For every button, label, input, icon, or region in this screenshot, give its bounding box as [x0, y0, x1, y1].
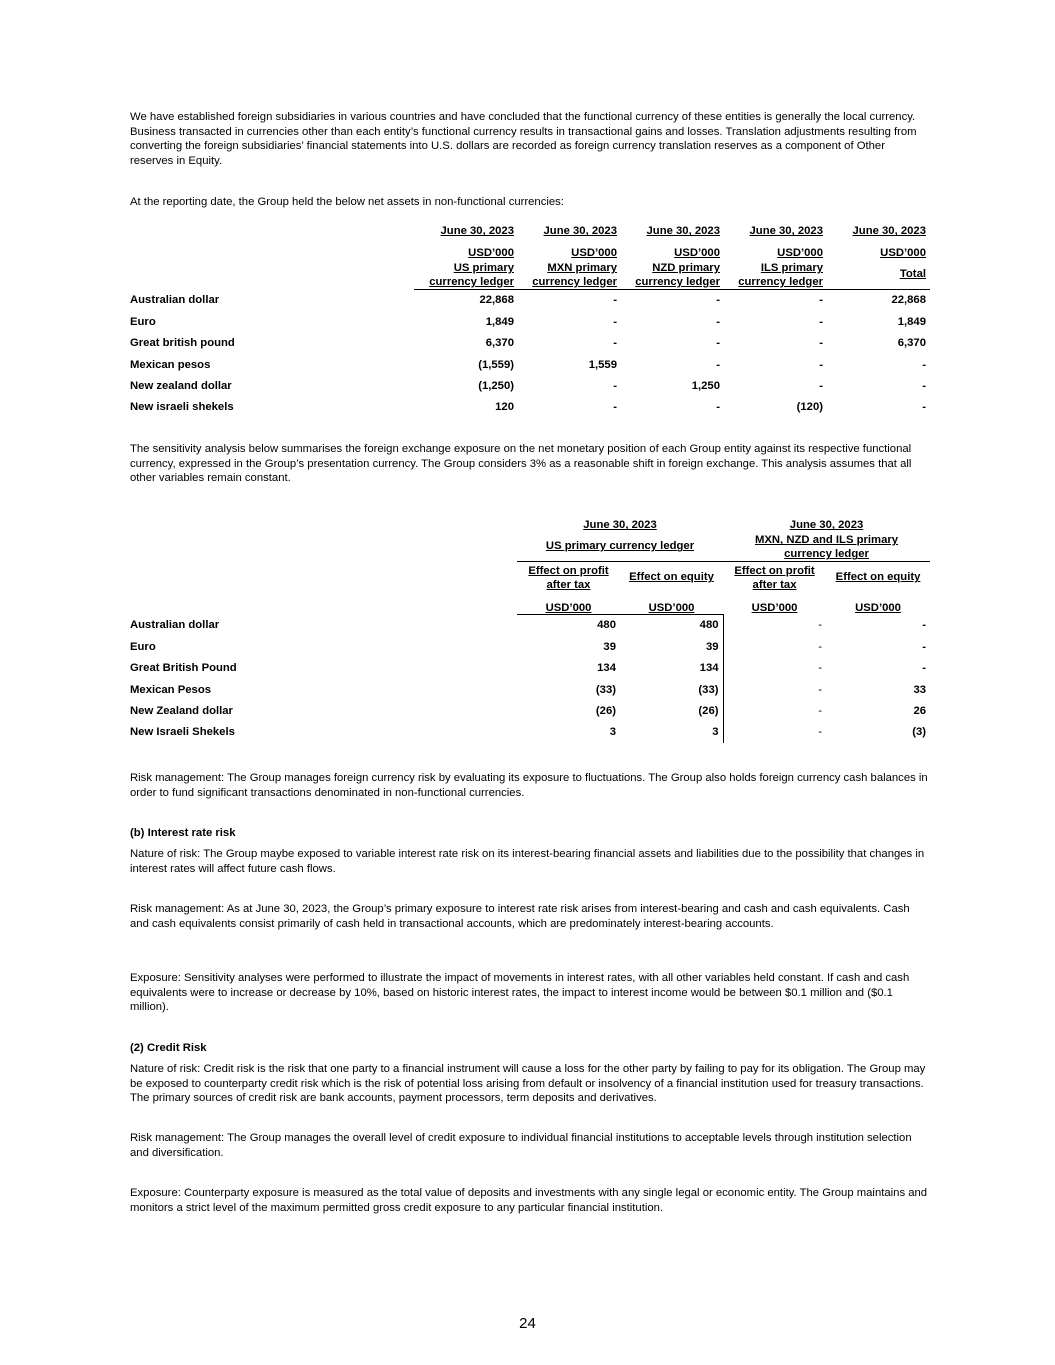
- cell: -: [922, 380, 926, 393]
- row-label: Mexican pesos: [130, 358, 211, 371]
- net-assets-table: [130, 216, 930, 418]
- cell: 120: [495, 401, 514, 414]
- row-label: Australian dollar: [130, 294, 220, 307]
- sensitivity-table: [130, 510, 930, 743]
- cell: 39: [620, 636, 723, 657]
- fx-risk-management-paragraph: Risk management: The Group manages foreign currency risk by evaluating its exposure to fluctuations. The Group also holds foreign currency cash balances in order to fund significant transactions denominated in non-functional currencies.: [130, 772, 928, 799]
- table-row: [130, 354, 930, 375]
- group-date: June 30, 2023: [789, 519, 864, 532]
- cell: -: [818, 662, 823, 675]
- cell: -: [613, 380, 617, 393]
- group-ledger: MXN, NZD and ILS primary currency ledger: [723, 531, 930, 562]
- table-row: [130, 614, 930, 636]
- row-label: New zealand dollar: [130, 380, 232, 393]
- table-row: [130, 636, 930, 657]
- table-row: [130, 679, 930, 700]
- cell: 480: [597, 619, 616, 632]
- row-label: New israeli shekels: [130, 401, 234, 414]
- column-unit: USD’000: [468, 246, 514, 259]
- page-number: 24: [519, 1315, 536, 1332]
- cell: 1,849: [485, 315, 514, 328]
- interest-rate-risk-heading: (b) Interest rate risk: [130, 827, 236, 839]
- row-label: New Zealand dollar: [130, 705, 233, 718]
- interest-nature-paragraph: Nature of risk: The Group maybe exposed to variable interest rate risk on its interest-bearing financial assets and liabilities due to the possibility that changes in interest rates will affect future cash flows.: [130, 848, 925, 875]
- row-label: Euro: [130, 315, 156, 328]
- row-label: New Israeli Shekels: [130, 726, 235, 739]
- column-unit: USD’000: [571, 246, 617, 259]
- cell: -: [819, 315, 823, 328]
- column-date: June 30, 2023: [543, 225, 617, 238]
- credit-nature-paragraph: Nature of risk: Credit risk is the risk that one party to a financial instrument will cause a loss for the other party by failing to pay for its obligation. The Group may be exposed to counterparty credit risk which is the risk of potential loss arising from default or insolvency of a financial institution used for treasury transactions. The primary sources of credit risk are bank accounts, payment processors, term deposits and derivatives.: [130, 1063, 926, 1104]
- column-header: Effect on equity: [835, 571, 921, 584]
- cell: -: [716, 337, 720, 350]
- row-label: Euro: [130, 640, 156, 653]
- cell: 26: [913, 705, 927, 718]
- cell: 1,250: [691, 380, 720, 393]
- cell: 1,849: [897, 315, 926, 328]
- table-header-dates: [130, 510, 930, 531]
- cell: 134: [620, 658, 723, 679]
- group-ledger: US primary currency ledger: [517, 531, 723, 562]
- row-label: Mexican Pesos: [130, 683, 212, 696]
- cell: -: [819, 294, 823, 307]
- interest-exposure-paragraph: Exposure: Sensitivity analyses were performed to illustrate the impact of movements in interest rates, with all other variables held constant. If cash and cash equivalents were to increase or decrease by 10%, based on historic interest rates, the impact to interest income would be between $0.1 million and ($0.1 million).: [130, 972, 910, 1013]
- row-label: Great british pound: [130, 337, 235, 350]
- column-unit: USD’000: [855, 602, 901, 615]
- cell: 33: [913, 683, 927, 696]
- table-header-dates: [130, 216, 930, 237]
- cell: (33): [620, 679, 723, 700]
- column-header: Effect on profit after tax: [528, 565, 609, 592]
- column-header: Effect on profit after tax: [734, 565, 815, 592]
- cell: 6,370: [485, 337, 514, 350]
- cell: 22,868: [891, 294, 926, 307]
- column-ledger: MXN primary currency ledger: [518, 259, 621, 290]
- column-header: Effect on equity: [629, 571, 714, 584]
- cell: (1,559): [478, 358, 514, 371]
- reporting-date-paragraph: At the reporting date, the Group held the below net assets in non-functional currencies:: [130, 196, 564, 208]
- column-unit: USD’000: [620, 592, 723, 614]
- group-date: June 30, 2023: [583, 519, 657, 532]
- cell: (33): [595, 683, 616, 696]
- cell: 1,559: [588, 358, 617, 371]
- intro-paragraph: We have established foreign subsidiaries in various countries and have concluded that the functional currency of these entities is generally the local currency. Business transacted in currencies other than each entity’s functional currency results in transactional gains and losses. Translation adjustments resulting from converting the foreign subsidiaries’ financial statements into U.S. dollars are recorded as foreign currency translation reserves as a component of Other reserves in Equity.: [130, 111, 917, 167]
- column-total: Total: [827, 259, 930, 290]
- table-header-ledgers: [130, 259, 930, 290]
- interest-management-paragraph: Risk management: As at June 30, 2023, the Group’s primary exposure to interest rate risk arises from interest-bearing and cash and cash equivalents. Cash and cash equivalents consist primarily of cash held in transactional accounts, which are predominately interest-bearing accounts.: [130, 903, 910, 930]
- column-unit: USD’000: [517, 592, 620, 614]
- sensitivity-paragraph: The sensitivity analysis below summarises the foreign exchange exposure on the net monetary position of each Group entity against its respective functional currency, expressed in the Group’s presentation currency. The Group considers 3% as a reasonable shift in foreign exchange. This analysis assumes that all other variables remain constant.: [130, 443, 912, 484]
- cell: -: [716, 401, 720, 414]
- cell: -: [818, 640, 823, 653]
- cell: -: [922, 401, 926, 414]
- column-unit: USD’000: [674, 246, 720, 259]
- credit-management-paragraph: Risk management: The Group manages the overall level of credit exposure to individual financial institutions to acceptable levels through institution selection and diversification.: [130, 1132, 912, 1159]
- column-date: June 30, 2023: [440, 225, 514, 238]
- cell: -: [922, 662, 927, 675]
- column-unit: USD’000: [751, 602, 798, 615]
- cell: 22,868: [479, 294, 514, 307]
- table-row: [130, 375, 930, 396]
- column-unit: USD’000: [777, 246, 823, 259]
- column-date: June 30, 2023: [749, 225, 823, 238]
- table-row: [130, 397, 930, 418]
- cell: 134: [597, 662, 616, 675]
- column-ledger: ILS primary currency ledger: [724, 259, 827, 290]
- cell: (26): [620, 700, 723, 721]
- cell: -: [819, 337, 823, 350]
- cell: 6,370: [897, 337, 926, 350]
- cell: (120): [796, 401, 823, 414]
- cell: -: [818, 705, 823, 718]
- cell: -: [613, 337, 617, 350]
- cell: -: [613, 401, 617, 414]
- cell: -: [716, 315, 720, 328]
- cell: -: [818, 683, 823, 696]
- row-label: Great British Pound: [130, 662, 237, 675]
- cell: -: [716, 294, 720, 307]
- cell: -: [922, 640, 927, 653]
- table-row: [130, 333, 930, 354]
- cell: -: [818, 619, 823, 632]
- cell: (3): [912, 726, 927, 739]
- cell: (1,250): [478, 380, 514, 393]
- table-row: [130, 722, 930, 743]
- cell: 3: [620, 722, 723, 743]
- cell: -: [818, 726, 823, 739]
- table-header-units: [130, 237, 930, 258]
- row-label: Australian dollar: [130, 619, 220, 632]
- cell: -: [613, 294, 617, 307]
- cell: -: [613, 315, 617, 328]
- credit-exposure-paragraph: Exposure: Counterparty exposure is measured as the total value of deposits and investments with any single legal or economic entity. The Group maintains and monitors a strict level of the maximum permitted gross credit exposure to any particular financial institution.: [130, 1187, 928, 1214]
- table-header-units: [130, 592, 930, 614]
- column-ledger: NZD primary currency ledger: [621, 259, 724, 290]
- column-date: June 30, 2023: [646, 225, 720, 238]
- column-unit: USD’000: [880, 246, 926, 259]
- table-row: [130, 289, 930, 311]
- column-date: June 30, 2023: [852, 225, 926, 238]
- cell: (26): [595, 705, 616, 718]
- cell: -: [922, 358, 926, 371]
- credit-risk-heading: (2) Credit Risk: [130, 1042, 207, 1054]
- cell: -: [819, 358, 823, 371]
- table-header-ledgers: [130, 531, 930, 562]
- cell: 39: [603, 640, 616, 653]
- cell: -: [819, 380, 823, 393]
- cell: -: [716, 358, 720, 371]
- table-row: [130, 700, 930, 721]
- cell: -: [922, 619, 927, 632]
- table-row: [130, 658, 930, 679]
- cell: 3: [609, 726, 616, 739]
- cell: 480: [620, 614, 723, 636]
- table-header-columns: [130, 562, 930, 593]
- column-ledger: US primary currency ledger: [414, 259, 518, 290]
- table-row: [130, 311, 930, 332]
